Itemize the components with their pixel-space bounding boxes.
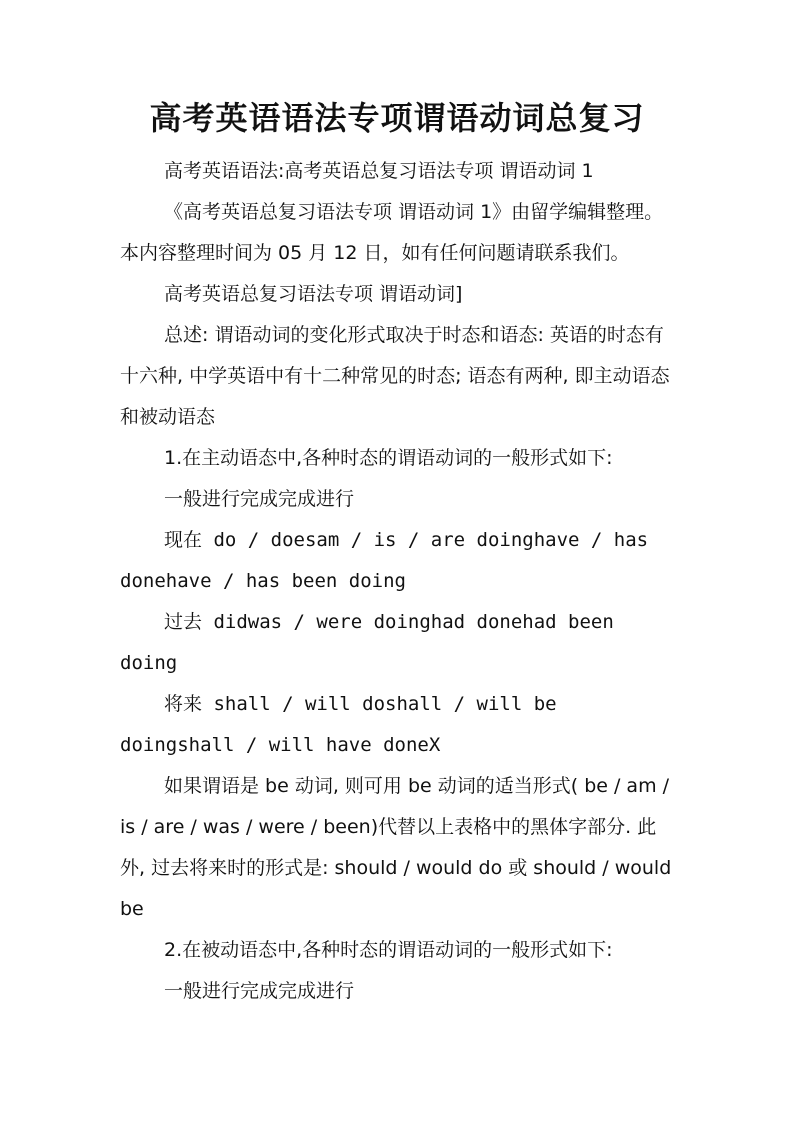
paragraph-future-forms: 将来 shall / will doshall / will be doingshall / will have doneX [120,693,557,756]
paragraph-active-voice-columns: 一般进行完成完成进行 [164,488,355,510]
paragraph-be-verb-note: 如果谓语是 be 动词, 则可用 be 动词的适当形式( be / am / is / are / was / were / been)代替以上表格中的黑体字部分. 此外, 过去将来时的形式是: should / would do 或 should / would be [120,775,672,920]
paragraph-present-forms: 现在 do / doesam / is / are doinghave / has donehave / has been doing [120,529,649,592]
paragraph-overview: 总述: 谓语动词的变化形式取决于时态和语态: 英语的时态有十六种, 中学英语中有十二种常见的时态; 语态有两种, 即主动语态和被动语态 [120,324,670,428]
paragraph-active-voice-intro: 1.在主动语态中,各种时态的谓语动词的一般形式如下: [164,447,613,469]
document-body [120,151,674,1012]
paragraph-subtitle: 高考英语语法:高考英语总复习语法专项 谓语动词 1 [164,160,594,182]
paragraph-section-heading: 高考英语总复习语法专项 谓语动词] [164,283,463,305]
paragraph-passive-voice-intro: 2.在被动语态中,各种时态的谓语动词的一般形式如下: [164,939,613,961]
paragraph-past-forms: 过去 didwas / were doinghad donehad been doing [120,611,614,674]
paragraph-passive-voice-columns: 一般进行完成完成进行 [164,980,355,1002]
paragraph-source-note: 《高考英语总复习语法专项 谓语动词 1》由留学编辑整理。本内容整理时间为 05 月 12 日，如有任何问题请联系我们。 [120,201,664,264]
document-title: 高考英语语法专项谓语动词总复习 [149,99,645,137]
